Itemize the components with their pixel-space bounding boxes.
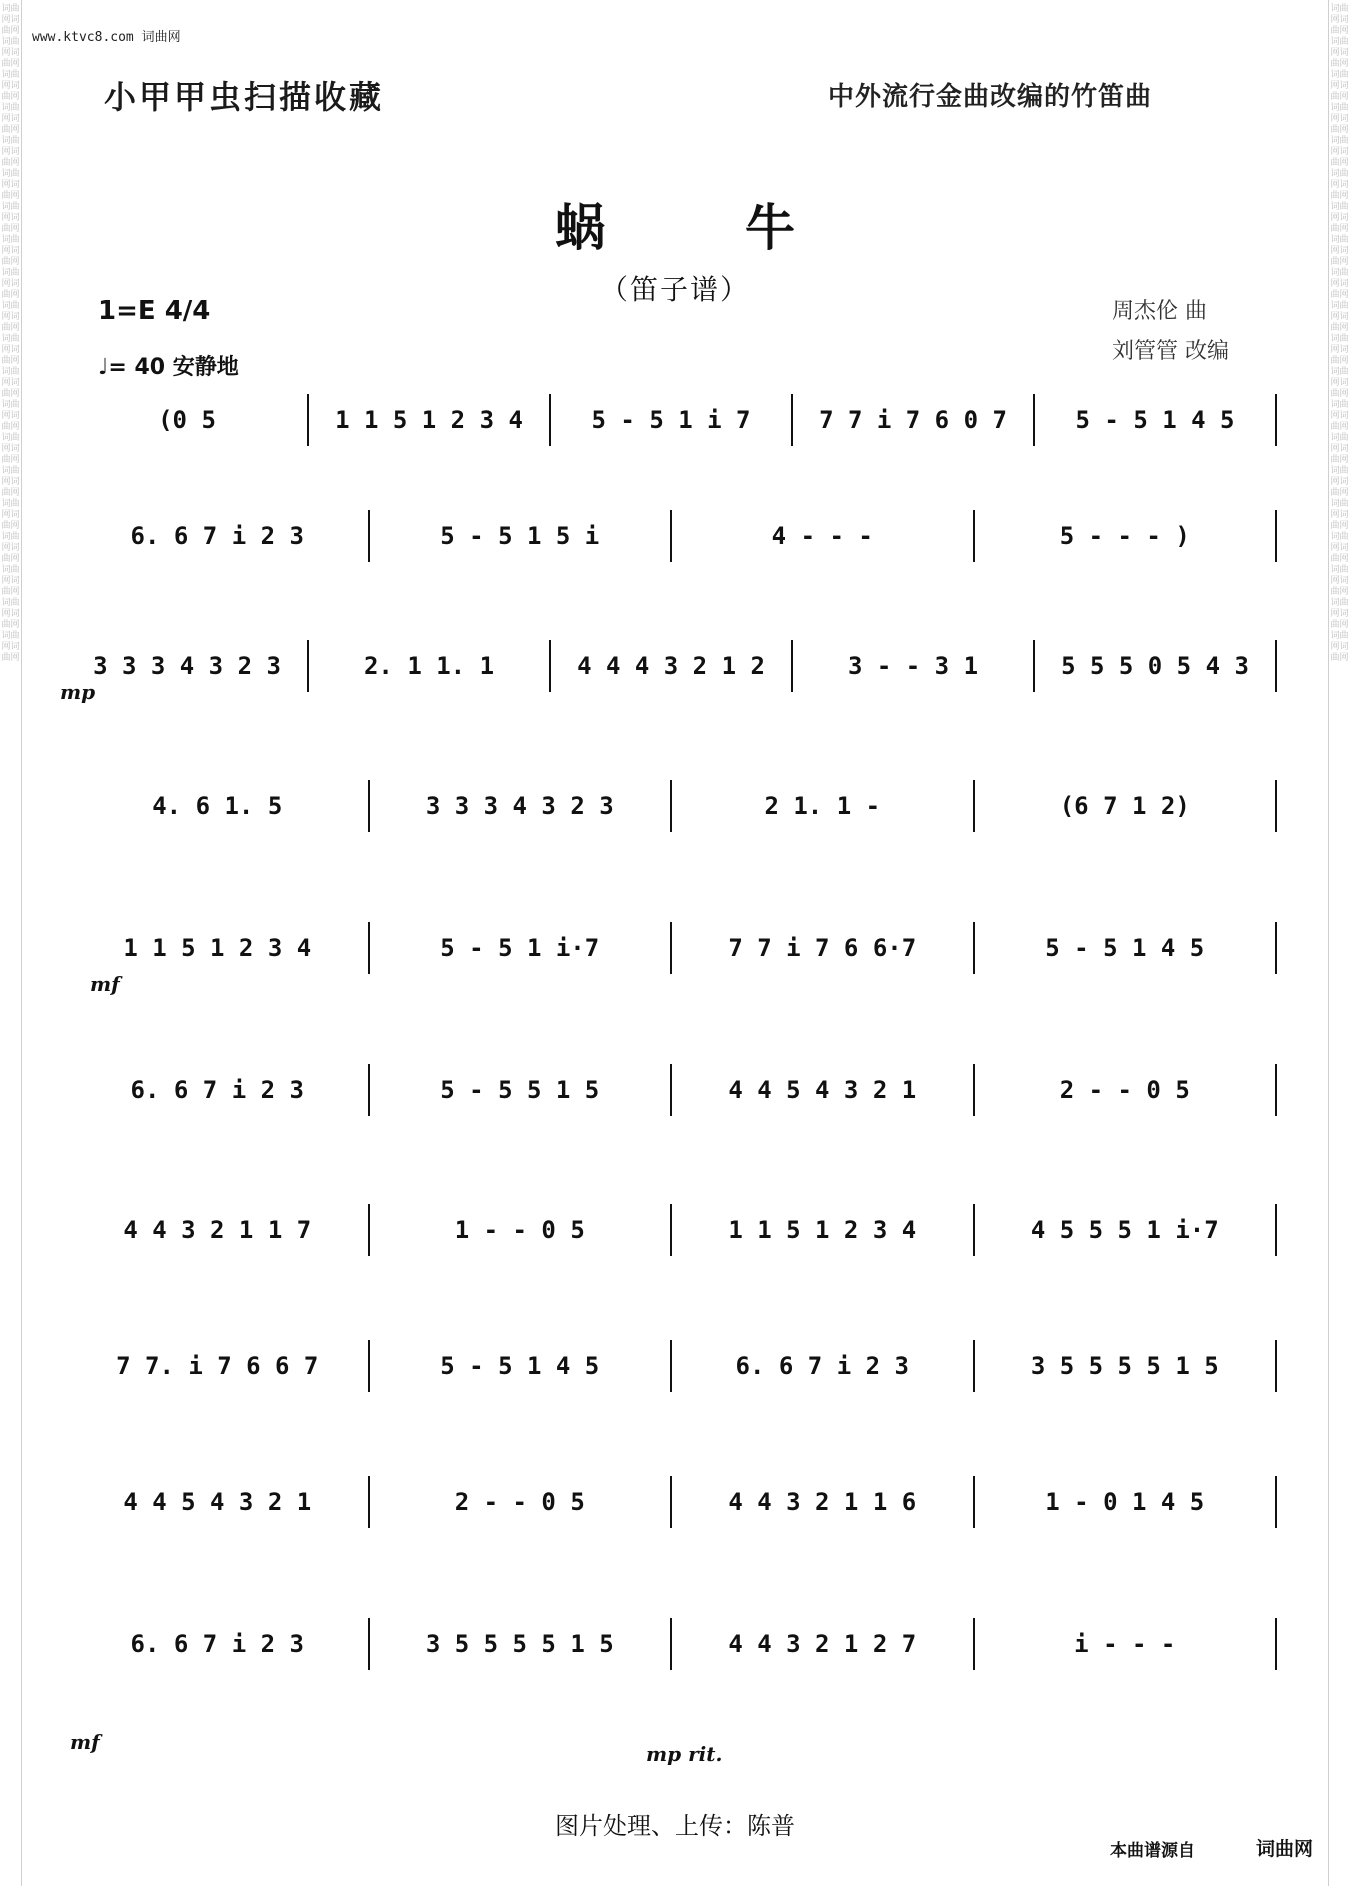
measure: 1 1 5 1 2 3 4 — [335, 406, 523, 434]
measure: 7 7 i 7 6 6·7 — [728, 934, 917, 962]
measure: i - - - — [1074, 1630, 1176, 1658]
score-line — [66, 1200, 1276, 1260]
measure: 5 - 5 5 1 5 — [440, 1076, 600, 1104]
measure: 5 - - - ) — [1059, 522, 1190, 550]
measure: 2 1. 1 - — [764, 792, 881, 820]
measure: 5 - 5 1 i·7 — [440, 934, 600, 962]
score-line — [66, 1472, 1276, 1532]
score-line — [66, 918, 1276, 978]
measure: 6. 6 7 i 2 3 — [735, 1352, 909, 1380]
barline — [368, 922, 370, 974]
barline — [1033, 640, 1035, 692]
barline — [670, 1064, 672, 1116]
dynamic-mf-final: mf — [70, 1730, 100, 1754]
measure: 3 3 3 4 3 2 3 — [93, 652, 281, 680]
barline — [368, 510, 370, 562]
measure: 5 - 5 1 i 7 — [591, 406, 751, 434]
measure: 5 - 5 1 5 i — [440, 522, 600, 550]
measure: 6. 6 7 i 2 3 — [130, 1630, 304, 1658]
measure: 1 - - 0 5 — [454, 1216, 585, 1244]
measure: (0 5 — [158, 406, 216, 434]
score-line — [66, 776, 1276, 836]
dynamic-mp: mp — [60, 680, 96, 704]
barline — [670, 922, 672, 974]
barline — [670, 1204, 672, 1256]
measure: 4 4 3 2 1 1 7 — [123, 1216, 312, 1244]
barline — [368, 780, 370, 832]
measure: 7 7. i 7 6 6 7 — [116, 1352, 319, 1380]
barline — [1275, 1476, 1277, 1528]
barline — [973, 1618, 975, 1670]
barline — [670, 1476, 672, 1528]
barline — [368, 1340, 370, 1392]
song-title: 蜗牛 — [555, 198, 935, 257]
measure: 3 3 3 4 3 2 3 — [425, 792, 614, 820]
barline — [1275, 1340, 1277, 1392]
measure: 3 5 5 5 5 1 5 — [425, 1630, 614, 1658]
score-line — [66, 390, 1276, 450]
barline — [368, 1618, 370, 1670]
measure: 4 4 4 3 2 1 2 — [577, 652, 765, 680]
dynamic-mf: mf — [90, 972, 120, 996]
barline — [973, 1064, 975, 1116]
barline — [307, 394, 309, 446]
upload-credit: 图片处理、上传：陈普 — [555, 1812, 795, 1840]
barline — [1275, 1204, 1277, 1256]
barline — [1275, 640, 1277, 692]
measure: 5 5 5 0 5 4 3 — [1061, 652, 1249, 680]
barline — [973, 1204, 975, 1256]
measure: (6 7 1 2) — [1059, 792, 1190, 820]
measure: 3 - - 3 1 — [847, 652, 979, 680]
measure: 6. 6 7 i 2 3 — [130, 1076, 304, 1104]
barline — [1275, 510, 1277, 562]
score-line — [66, 1614, 1276, 1674]
barline — [368, 1204, 370, 1256]
barline — [791, 394, 793, 446]
dynamic-mp-rit: mp rit. — [646, 1742, 723, 1766]
measure: 1 1 5 1 2 3 4 — [728, 1216, 917, 1244]
barline — [549, 640, 551, 692]
barline — [307, 640, 309, 692]
key-signature: 1=E 4/4 — [98, 296, 211, 326]
measure: 7 7 i 7 6 0 7 — [819, 406, 1007, 434]
barline — [1275, 394, 1277, 446]
measure: 2 - - 0 5 — [1059, 1076, 1190, 1104]
barline — [1033, 394, 1035, 446]
barline — [670, 1618, 672, 1670]
right-margin-watermark-strip: 词曲网词曲网词曲网词曲网词曲网词曲网词曲网词曲网词曲网词曲网词曲网词曲网词曲网词曲网词曲网词曲网词曲网词曲网词曲网词曲网词曲网词曲网词曲网词曲网词曲网词曲网词曲网词曲网词曲网词曲网词曲网词曲网词曲网词曲网词曲网词曲网词曲网词曲网词曲网词曲网 — [1328, 0, 1350, 1886]
measure: 2 - - 0 5 — [454, 1488, 585, 1516]
measure: 4 - - - — [771, 522, 873, 550]
measure: 6. 6 7 i 2 3 — [130, 522, 304, 550]
barline — [973, 1476, 975, 1528]
left-margin-watermark-strip: 词曲网词曲网词曲网词曲网词曲网词曲网词曲网词曲网词曲网词曲网词曲网词曲网词曲网词曲网词曲网词曲网词曲网词曲网词曲网词曲网词曲网词曲网词曲网词曲网词曲网词曲网词曲网词曲网词曲网词曲网词曲网词曲网词曲网词曲网词曲网词曲网词曲网词曲网词曲网词曲网 — [0, 0, 22, 1886]
score-line — [66, 506, 1276, 566]
measure: 2. 1 1. 1 — [363, 652, 495, 680]
barline — [670, 1340, 672, 1392]
source-label: 本曲谱源自 — [1110, 1841, 1195, 1861]
barline — [973, 922, 975, 974]
barline — [1275, 1618, 1277, 1670]
barline — [973, 780, 975, 832]
score-line — [66, 636, 1276, 696]
barline — [670, 510, 672, 562]
barline — [670, 780, 672, 832]
measure: 5 - 5 1 4 5 — [1075, 406, 1235, 434]
barline — [368, 1476, 370, 1528]
composer-credit: 周杰伦 曲 — [1112, 299, 1207, 324]
barline — [549, 394, 551, 446]
barline — [973, 510, 975, 562]
measure: 5 - 5 1 4 5 — [1045, 934, 1205, 962]
measure: 4 5 5 5 1 i·7 — [1030, 1216, 1219, 1244]
score-type: （笛子谱） — [599, 273, 750, 306]
barline — [368, 1064, 370, 1116]
barline — [1275, 780, 1277, 832]
measure: 1 1 5 1 2 3 4 — [123, 934, 312, 962]
measure: 5 - 5 1 4 5 — [440, 1352, 600, 1380]
barline — [1275, 922, 1277, 974]
score-line — [66, 1060, 1276, 1120]
barline — [791, 640, 793, 692]
measure: 4 4 3 2 1 2 7 — [728, 1630, 917, 1658]
barline — [973, 1340, 975, 1392]
tempo-marking: ♩= 40 安静地 — [98, 355, 239, 380]
measure: 1 - 0 1 4 5 — [1045, 1488, 1205, 1516]
brand-logo: 词曲网 — [1256, 1838, 1314, 1860]
measure: 3 5 5 5 5 1 5 — [1030, 1352, 1219, 1380]
measure: 4 4 5 4 3 2 1 — [728, 1076, 917, 1104]
arranger-credit: 刘管管 改编 — [1112, 339, 1229, 364]
credits — [1112, 292, 1229, 372]
barline — [1275, 1064, 1277, 1116]
measure: 4 4 3 2 1 1 6 — [728, 1488, 917, 1516]
site-watermark: www.ktvc8.com 词曲网 — [32, 30, 181, 45]
score-line — [66, 1336, 1276, 1396]
measure: 4 4 5 4 3 2 1 — [123, 1488, 312, 1516]
series-title: 中外流行金曲改编的竹笛曲 — [828, 82, 1153, 112]
collector-note: 小甲甲虫扫描收藏 — [104, 78, 385, 116]
measure: 4. 6 1. 5 — [152, 792, 283, 820]
